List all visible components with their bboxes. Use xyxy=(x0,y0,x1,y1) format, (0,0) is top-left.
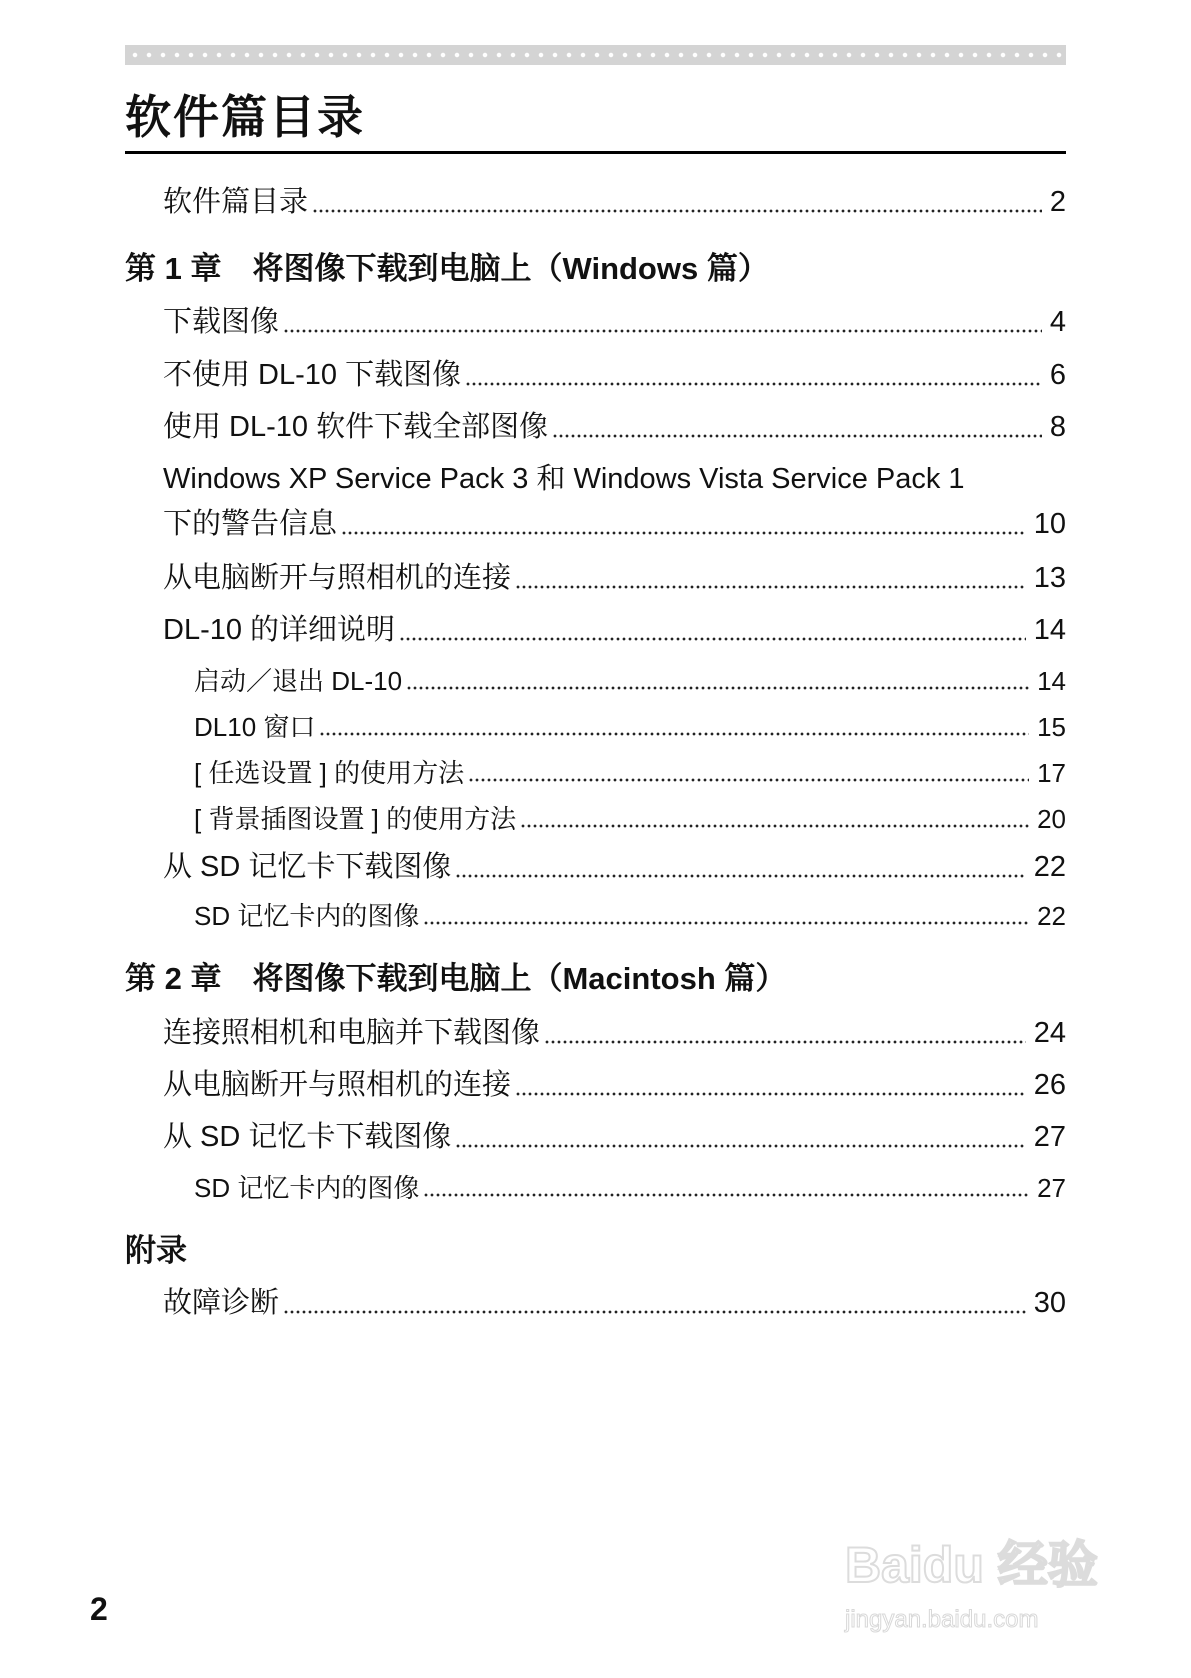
toc-entry-page: 22 xyxy=(1037,901,1066,931)
dot-leader xyxy=(283,329,1042,333)
dot-leader xyxy=(465,382,1042,386)
page-number: 2 xyxy=(90,1591,108,1627)
toc-entry-page: 24 xyxy=(1033,1017,1066,1049)
baidu-watermark xyxy=(845,1505,1145,1655)
dot-leader xyxy=(312,209,1042,213)
dot-leader xyxy=(423,1193,1029,1197)
title-divider xyxy=(125,151,1066,154)
toc-appendix-heading[interactable]: 附录 xyxy=(125,1233,187,1268)
dot-leader xyxy=(552,434,1042,438)
toc-entry-label: 启动／退出 DL-10 xyxy=(194,666,403,696)
toc-entry[interactable] xyxy=(163,185,1066,220)
watermark-logo: Baidu 经验 xyxy=(845,1537,1098,1593)
toc-entry-page: 14 xyxy=(1033,614,1066,646)
toc-entry[interactable] xyxy=(163,613,1066,648)
toc-entry[interactable] xyxy=(163,410,1066,445)
dot-leader xyxy=(406,686,1029,690)
toc-subentry[interactable] xyxy=(194,804,1066,835)
dot-leader xyxy=(520,824,1029,828)
dot-leader xyxy=(319,732,1029,736)
toc-entry-page: 14 xyxy=(1037,666,1066,696)
toc-subentry[interactable] xyxy=(194,1173,1066,1204)
toc-entry-page: 10 xyxy=(1033,508,1066,540)
toc-subentry[interactable] xyxy=(194,666,1066,697)
toc-chapter-heading[interactable]: 第 2 章 将图像下载到电脑上（Macintosh 篇） xyxy=(125,961,787,996)
toc-entry-label: 不使用 DL-10 下载图像 xyxy=(163,359,462,391)
toc-subentry[interactable] xyxy=(194,712,1066,743)
dot-leader xyxy=(423,921,1029,925)
toc-entry-page: 4 xyxy=(1049,306,1066,338)
toc-entry-label: 故障诊断 xyxy=(163,1287,280,1319)
toc-entry-label: 下的警告信息 xyxy=(163,508,338,540)
dot-leader xyxy=(399,637,1026,641)
toc-entry-page: 26 xyxy=(1033,1069,1066,1101)
toc-entry-page: 15 xyxy=(1037,712,1066,742)
toc-entry-label: [ 任选设置 ] 的使用方法 xyxy=(194,758,465,788)
toc-entry-label-line1[interactable]: Windows XP Service Pack 3 和 Windows Vista Service Pack 1 xyxy=(163,463,965,495)
toc-entry[interactable] xyxy=(163,561,1066,596)
toc-entry-label: 从电脑断开与照相机的连接 xyxy=(163,562,512,594)
toc-entry-page: 13 xyxy=(1033,562,1066,594)
toc-entry-label: 下载图像 xyxy=(163,306,280,338)
toc-entry-label: SD 记忆卡内的图像 xyxy=(194,901,420,931)
toc-entry-page: 20 xyxy=(1037,804,1066,834)
dot-leader xyxy=(341,531,1026,535)
dot-leader xyxy=(455,874,1025,878)
dot-leader xyxy=(515,1092,1026,1096)
toc-entry-label: 连接照相机和电脑并下载图像 xyxy=(163,1017,541,1049)
toc-entry-label: 软件篇目录 xyxy=(163,186,309,218)
toc-entry-label: 从 SD 记忆卡下载图像 xyxy=(163,851,452,883)
toc-entry-page: 27 xyxy=(1037,1173,1066,1203)
toc-entry-label: 从电脑断开与照相机的连接 xyxy=(163,1069,512,1101)
toc-entry[interactable] xyxy=(163,1286,1066,1321)
dot-leader xyxy=(544,1040,1026,1044)
dot-leader xyxy=(515,585,1026,589)
toc-entry[interactable] xyxy=(163,305,1066,340)
toc-entry-label: 使用 DL-10 软件下载全部图像 xyxy=(163,411,549,443)
toc-entry-page: 17 xyxy=(1037,758,1066,788)
toc-entry-page: 30 xyxy=(1033,1287,1066,1319)
page-title: 软件篇目录 xyxy=(125,91,365,143)
toc-entry[interactable] xyxy=(163,358,1066,393)
toc-entry-page: 2 xyxy=(1049,186,1066,218)
toc-entry-label: 从 SD 记忆卡下载图像 xyxy=(163,1121,452,1153)
toc-entry-label: DL10 窗口 xyxy=(194,712,316,742)
toc-entry[interactable] xyxy=(163,1068,1066,1103)
toc-entry-label: [ 背景插图设置 ] 的使用方法 xyxy=(194,804,517,834)
dot-leader xyxy=(283,1310,1026,1314)
toc-entry[interactable] xyxy=(163,507,1066,542)
toc-entry-page: 22 xyxy=(1033,851,1066,883)
toc-entry-page: 27 xyxy=(1033,1121,1066,1153)
toc-chapter-heading[interactable]: 第 1 章 将图像下载到电脑上（Windows 篇） xyxy=(125,251,769,286)
toc-entry-label: DL-10 的详细说明 xyxy=(163,614,396,646)
toc-subentry[interactable] xyxy=(194,901,1066,932)
decorative-header-strip xyxy=(125,45,1066,65)
toc-entry-page: 8 xyxy=(1049,411,1066,443)
dot-leader xyxy=(455,1144,1025,1148)
toc-subentry[interactable] xyxy=(194,758,1066,789)
dot-leader xyxy=(468,778,1029,782)
toc-entry-label: SD 记忆卡内的图像 xyxy=(194,1173,420,1203)
watermark-url: jingyan.baidu.com xyxy=(845,1606,1039,1633)
toc-entry[interactable] xyxy=(163,850,1066,885)
toc-entry[interactable] xyxy=(163,1120,1066,1155)
toc-entry-page: 6 xyxy=(1049,359,1066,391)
toc-entry[interactable] xyxy=(163,1016,1066,1051)
